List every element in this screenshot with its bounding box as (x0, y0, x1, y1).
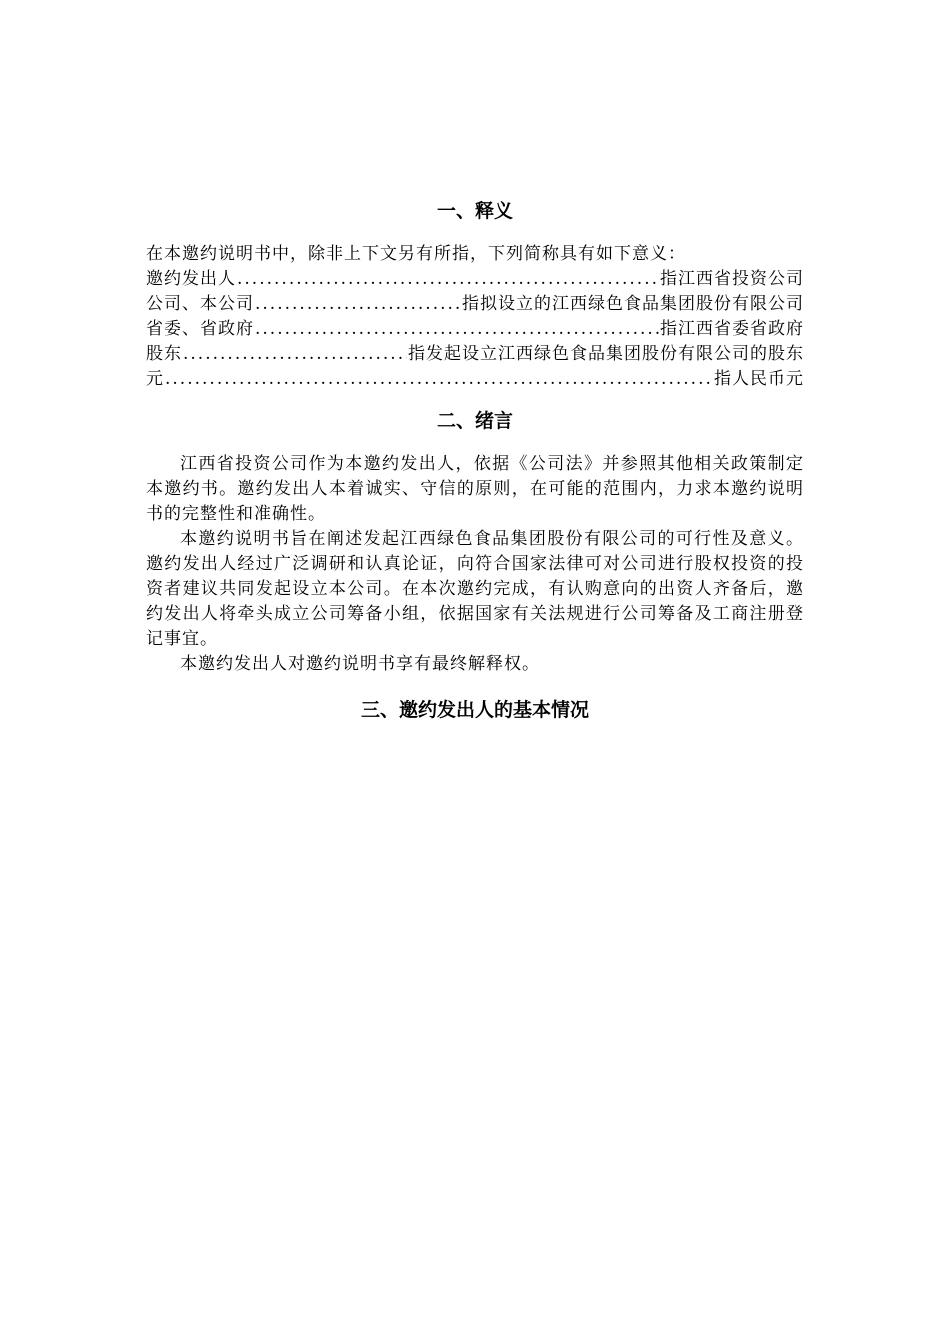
section-title-definitions: 一、释义 (436, 200, 513, 222)
dot-leader (165, 367, 713, 392)
definition-meaning: 指江西省委省政府 (660, 319, 804, 339)
dot-leader (183, 342, 407, 367)
dot-leader (255, 317, 659, 342)
definition-term: 邀约发出人 (146, 269, 236, 289)
definition-meaning: 指江西省投资公司 (660, 269, 804, 289)
document-page (146, 196, 804, 725)
definition-term: 股东 (146, 344, 182, 364)
section-title-issuer-info: 三、邀约发出人的基本情况 (360, 699, 589, 721)
definition-meaning: 指发起设立江西绿色食品集团股份有限公司的股东 (408, 344, 804, 364)
introduction-paragraph: 本邀约说明书旨在阐述发起江西绿色食品集团股份有限公司的可行性及意义。邀约发出人经过广泛调研和认真论证，向符合国家法律可对公司进行股权投资的投资者建议共同发起设立本公司。在本次邀约完成，有认购意向的出资人齐备后，邀约发出人将牵头成立公司筹备小组，依据国家有关法规进行公司筹备及工商注册登记事宜。 (146, 529, 804, 649)
definition-term: 省委、省政府 (146, 319, 254, 339)
definition-row (146, 317, 804, 342)
introduction-paragraph: 江西省投资公司作为本邀约发出人，依据《公司法》并参照其他相关政策制定本邀约书。邀约发出人本着诚实、守信的原则，在可能的范围内，力求本邀约说明书的完整性和准确性。 (146, 454, 804, 524)
definition-row (146, 267, 804, 292)
definition-row (146, 367, 804, 392)
definition-meaning: 指人民币元 (714, 369, 804, 389)
definition-term: 元 (146, 369, 164, 389)
definition-row (146, 292, 804, 317)
section-title-introduction: 二、绪言 (436, 410, 513, 432)
definitions-intro: 在本邀约说明书中，除非上下文另有所指，下列简称具有如下意义： (146, 244, 686, 264)
definition-meaning: 指拟设立的江西绿色食品集团股份有限公司 (462, 294, 804, 314)
dot-leader (255, 292, 461, 317)
definition-row (146, 342, 804, 367)
definition-term: 公司、本公司 (146, 294, 254, 314)
dot-leader (237, 267, 659, 292)
introduction-paragraph: 本邀约发出人对邀约说明书享有最终解释权。 (180, 654, 540, 674)
